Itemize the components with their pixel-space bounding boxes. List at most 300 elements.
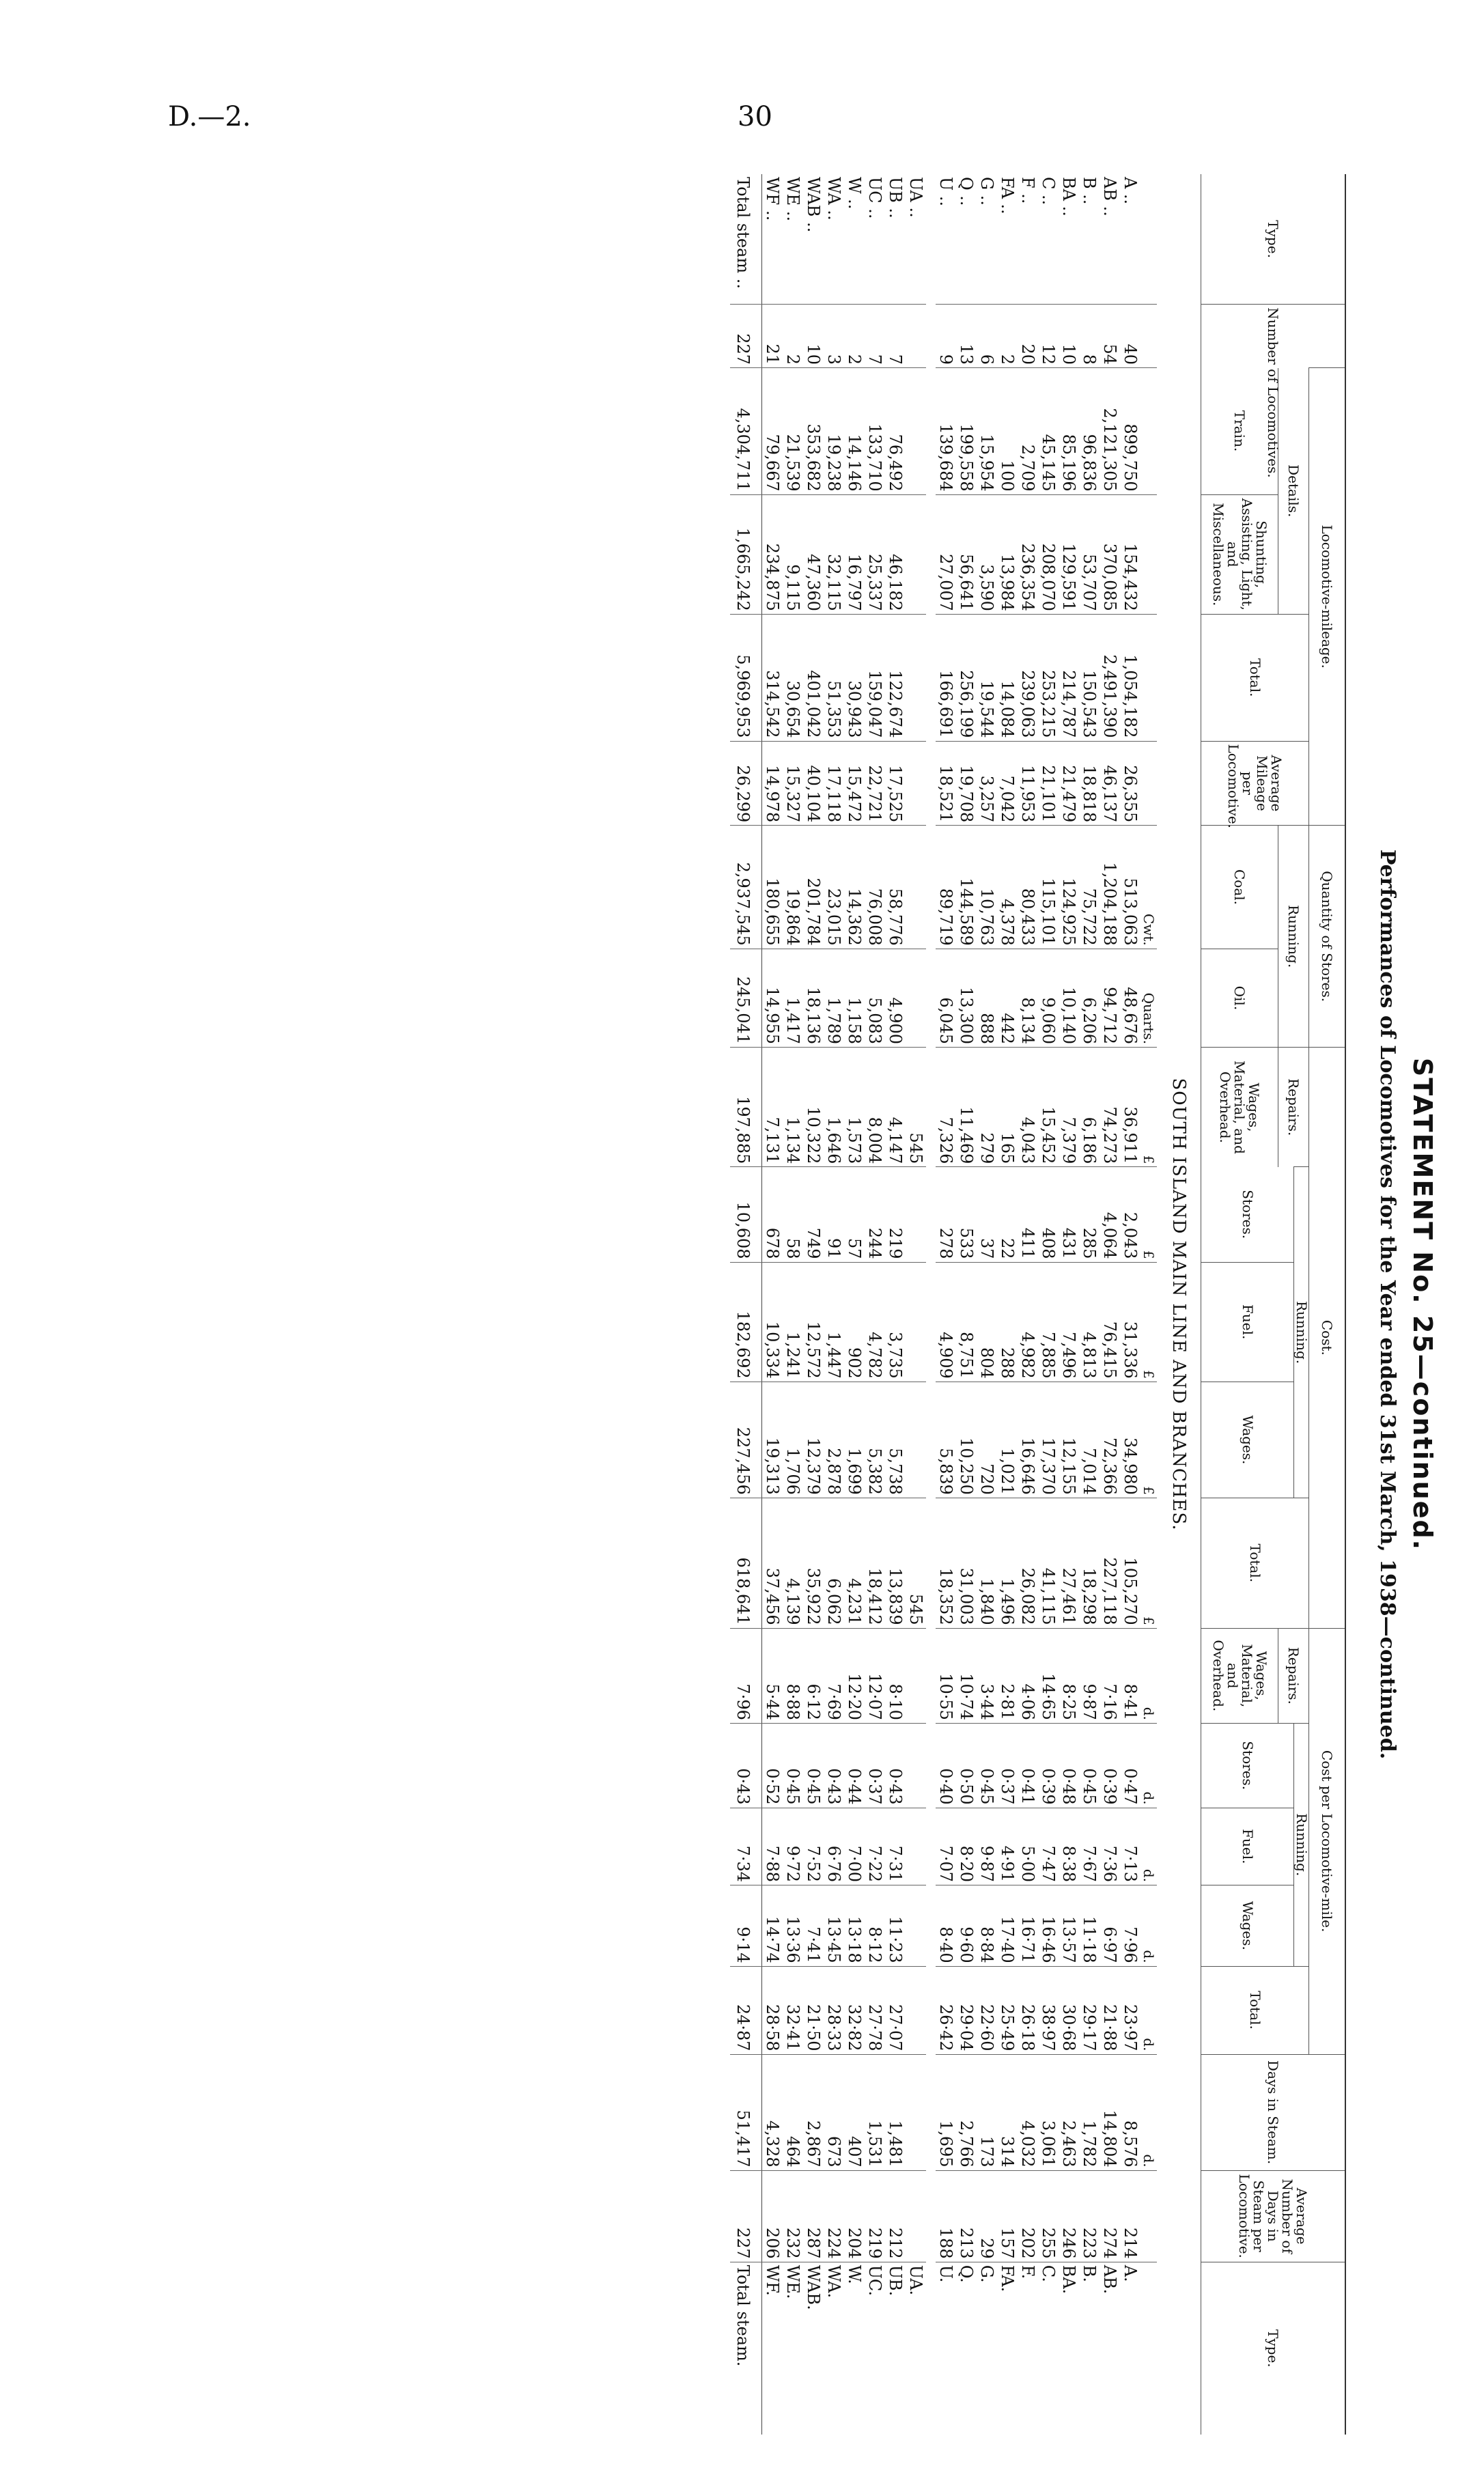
cell: 19,864	[783, 826, 803, 949]
cell: 182,692	[730, 1262, 762, 1382]
table-row	[865, 174, 885, 2435]
cell: 224	[824, 2170, 844, 2262]
cell: 46,182	[885, 494, 906, 614]
cell: 47,360	[803, 494, 824, 614]
header-cpm-wages: Wages.	[1201, 1885, 1294, 1967]
cell: 442	[997, 949, 1018, 1047]
cell: 6,186	[1079, 1048, 1100, 1167]
cell: 3	[824, 305, 844, 368]
statement-subtitle: Performances of Locomotives for the Year ended 31st March, 1938—continued.	[1375, 849, 1399, 1760]
cell: 5,382	[865, 1382, 885, 1498]
cell: Cwt.	[1140, 826, 1157, 949]
cell: 0·43	[730, 1723, 762, 1808]
cell: FA ..	[998, 177, 1017, 214]
cell: 7·07	[936, 1808, 956, 1885]
cell: 12,155	[1059, 1382, 1079, 1498]
cell: 13·18	[844, 1885, 865, 1967]
page-reference: D.—2.	[168, 101, 251, 132]
cell	[906, 1966, 926, 2054]
cell: 7,014	[1079, 1382, 1100, 1498]
cell: 7·47	[1038, 1808, 1059, 1885]
cell: WE ..	[783, 177, 802, 222]
cell: 678	[762, 1167, 783, 1262]
cell: UA.	[906, 2262, 926, 2435]
cell: 8·41	[1120, 1628, 1140, 1723]
cell: 26·42	[936, 1966, 956, 2054]
cell: 25,337	[865, 494, 885, 614]
cell: 8,004	[865, 1048, 885, 1167]
cell: 22,721	[865, 741, 885, 826]
cell: FA.	[997, 2262, 1018, 2435]
cell: 0·45	[783, 1723, 803, 1808]
cell: 0·37	[865, 1723, 885, 1808]
cell: WF.	[762, 2262, 783, 2435]
cell: 89,719	[936, 826, 956, 949]
cell	[906, 614, 926, 741]
cell: 227,456	[730, 1382, 762, 1498]
table-row	[844, 174, 865, 2435]
cell: 353,682	[803, 368, 824, 495]
cell: 6·12	[803, 1628, 824, 1723]
cell: 4,982	[1018, 1262, 1038, 1382]
table-row	[783, 174, 803, 2435]
cell: d.	[1140, 1885, 1157, 1967]
header-number: Number of Locomotives.	[1201, 305, 1346, 368]
header-cost-wages: Wages.	[1201, 1382, 1294, 1498]
cell: 4,231	[844, 1498, 865, 1628]
cell: 7·36	[1100, 1808, 1120, 1885]
cell: UA ..	[906, 177, 925, 218]
cell: 96,836	[1079, 368, 1100, 495]
cell: 31,336	[1120, 1262, 1140, 1382]
cell: 58,776	[885, 826, 906, 949]
cell: UC.	[865, 2262, 885, 2435]
cell: UC ..	[865, 177, 884, 219]
cell: 2,463	[1059, 2054, 1079, 2170]
cell: 197,885	[730, 1048, 762, 1167]
cell: 8·20	[956, 1808, 977, 1885]
cell: 10,763	[977, 826, 997, 949]
cell: 74,273	[1100, 1048, 1120, 1167]
cell: 202	[1018, 2170, 1038, 2262]
cell: 1,531	[865, 2054, 885, 2170]
cell: 9·60	[956, 1885, 977, 1967]
cell	[906, 949, 926, 1047]
cell: 34,980	[1120, 1382, 1140, 1498]
cell: 8·25	[1059, 1628, 1079, 1723]
cell: 10,334	[762, 1262, 783, 1382]
cell: 411	[1018, 1167, 1038, 1262]
cell: 4,043	[1018, 1048, 1038, 1167]
cell: 7·31	[885, 1808, 906, 1885]
cell: 4,147	[885, 1048, 906, 1167]
cell: 288	[997, 1262, 1018, 1382]
header-cost: Cost.	[1309, 1048, 1346, 1629]
cell: 14,804	[1100, 2054, 1120, 2170]
cell: Q.	[956, 2262, 977, 2435]
cell: 19,238	[824, 368, 844, 495]
cell: 1,706	[783, 1382, 803, 1498]
cell: 246	[1059, 2170, 1079, 2262]
cell: 7,379	[1059, 1048, 1079, 1167]
cell: 45,145	[1038, 368, 1059, 495]
cell: G.	[977, 2262, 997, 2435]
cell: 4,900	[885, 949, 906, 1047]
cell: 899,750	[1120, 368, 1140, 495]
cell	[906, 826, 926, 949]
cell: 10,250	[956, 1382, 977, 1498]
cell: 0·52	[762, 1723, 783, 1808]
cell: 1,158	[844, 949, 865, 1047]
cell: 17,525	[885, 741, 906, 826]
cell: 0·43	[824, 1723, 844, 1808]
cell: 53,707	[1079, 494, 1100, 614]
cell: 150,543	[1079, 614, 1100, 741]
cell: 24·87	[730, 1966, 762, 2054]
cell: 7,042	[997, 741, 1018, 826]
cell: 15,472	[844, 741, 865, 826]
cell: 199,558	[956, 368, 977, 495]
cell: 10,322	[803, 1048, 824, 1167]
cell: 14,978	[762, 741, 783, 826]
cell: 75,722	[1079, 826, 1100, 949]
cell: 1,665,242	[730, 494, 762, 614]
cell: 5,083	[865, 949, 885, 1047]
cell: 2	[844, 305, 865, 368]
cell: 7·16	[1100, 1628, 1120, 1723]
cell: £	[1140, 1498, 1157, 1628]
cell: 16·46	[1038, 1885, 1059, 1967]
cell: 48,676	[1120, 949, 1140, 1047]
cell: 3,061	[1038, 2054, 1059, 2170]
cell: 1,573	[844, 1048, 865, 1167]
cell: 26,082	[1018, 1498, 1038, 1628]
cell: 464	[783, 2054, 803, 2170]
cell: 10	[803, 305, 824, 368]
cell: 157	[997, 2170, 1018, 2262]
cell: 4,909	[936, 1262, 956, 1382]
cell: 0·43	[885, 1723, 906, 1808]
cell: 370,085	[1100, 494, 1120, 614]
cell: 408	[1038, 1167, 1059, 1262]
cell: 223	[1079, 2170, 1100, 2262]
cell: W ..	[845, 177, 864, 210]
cell: 10·74	[956, 1628, 977, 1723]
cell: 749	[803, 1167, 824, 1262]
cell: 80,433	[1018, 826, 1038, 949]
cell: 4,782	[865, 1262, 885, 1382]
cell: 1,204,188	[1100, 826, 1120, 949]
cell: 0·39	[1100, 1723, 1120, 1808]
cell: 1,782	[1079, 2054, 1100, 2170]
cell: 6,045	[936, 949, 956, 1047]
cell: 545	[906, 1498, 926, 1628]
cell: 2,766	[956, 2054, 977, 2170]
cell: 58	[783, 1167, 803, 1262]
cell: WA ..	[824, 177, 843, 221]
total-row	[730, 174, 762, 2435]
cell: C ..	[1039, 177, 1058, 206]
cell: 5,839	[936, 1382, 956, 1498]
cell: Total steam.	[730, 2262, 762, 2435]
cell: 7·96	[730, 1628, 762, 1723]
cell: Q ..	[957, 177, 976, 206]
cell: 8·38	[1059, 1808, 1079, 1885]
cell: 9·72	[783, 1808, 803, 1885]
cell: 9·87	[1079, 1628, 1100, 1723]
cell: 17,370	[1038, 1382, 1059, 1498]
cell: 720	[977, 1382, 997, 1498]
cell: 274	[1100, 2170, 1120, 2262]
table-row	[1079, 174, 1100, 2435]
cell: W.	[844, 2262, 865, 2435]
cell: 314,542	[762, 614, 783, 741]
cell: 6·97	[1100, 1885, 1120, 1967]
cell	[1140, 614, 1157, 741]
cell: 14·65	[1038, 1628, 1059, 1723]
cell: 7,326	[936, 1048, 956, 1167]
cell: 4,032	[1018, 2054, 1038, 2170]
cell	[1140, 2262, 1157, 2435]
cell: 21,479	[1059, 741, 1079, 826]
cell: B ..	[1080, 177, 1099, 205]
cell: 6,206	[1079, 949, 1100, 1047]
cell: U ..	[936, 177, 955, 207]
table-row	[762, 174, 783, 2435]
cell: 0·39	[1038, 1723, 1059, 1808]
cell: WF ..	[763, 177, 782, 221]
cell: 72,366	[1100, 1382, 1120, 1498]
cell: 144,589	[956, 826, 977, 949]
header-type: Type.	[1201, 174, 1346, 305]
cell	[1140, 741, 1157, 826]
cell: d.	[1140, 1628, 1157, 1723]
cell: 91	[824, 1167, 844, 1262]
cell: WA.	[824, 2262, 844, 2435]
cell: 4·91	[997, 1808, 1018, 1885]
cell: 204	[844, 2170, 865, 2262]
header-loco-mileage: Locomotive-mileage.	[1309, 368, 1346, 826]
cell: 2,709	[1018, 368, 1038, 495]
cell: 18,136	[803, 949, 824, 1047]
cell: 11,953	[1018, 741, 1038, 826]
cell: 18,521	[936, 741, 956, 826]
cell: 7·22	[865, 1808, 885, 1885]
cell: 2,121,305	[1100, 368, 1120, 495]
cell: 8	[1079, 305, 1100, 368]
cell: 139,684	[936, 368, 956, 495]
cell: 7·67	[1079, 1808, 1100, 1885]
cell: 513,063	[1120, 826, 1140, 949]
cell: 1,447	[824, 1262, 844, 1382]
cell: 213	[956, 2170, 977, 2262]
cell: 29·04	[956, 1966, 977, 2054]
cell: 6·76	[824, 1808, 844, 1885]
cell: 165	[997, 1048, 1018, 1167]
cell: d.	[1140, 2054, 1157, 2170]
cell: 12	[1038, 305, 1059, 368]
header-cost-running: Running.	[1294, 1167, 1309, 1498]
cell: 21,539	[783, 368, 803, 495]
cell: 208,070	[1038, 494, 1059, 614]
cell: 0·45	[1079, 1723, 1100, 1808]
header-days-in-steam: Days in Steam.	[1201, 2054, 1346, 2170]
cell	[1140, 368, 1157, 495]
table-row	[803, 174, 824, 2435]
cell: 2,867	[803, 2054, 824, 2170]
cell	[1140, 174, 1157, 305]
cell: 214,787	[1059, 614, 1079, 741]
cell: 7·96	[1120, 1885, 1140, 1967]
cell: 17·40	[997, 1885, 1018, 1967]
cell: 14,362	[844, 826, 865, 949]
cell: 16,646	[1018, 1382, 1038, 1498]
cell: 18,412	[865, 1498, 885, 1628]
cell: 0·48	[1059, 1723, 1079, 1808]
cell: 51,353	[824, 614, 844, 741]
header-cost-total: Total.	[1201, 1498, 1309, 1628]
cell: 10·55	[936, 1628, 956, 1723]
cell: 51,417	[730, 2054, 762, 2170]
cell: 2,937,545	[730, 826, 762, 949]
cell: 206	[762, 2170, 783, 2262]
cell	[906, 305, 926, 368]
cell: 37,456	[762, 1498, 783, 1628]
cell: B.	[1079, 2262, 1100, 2435]
header-avg-days: Average Number of Days in Steam per Locomotive.	[1201, 2170, 1346, 2262]
header-cost-wages-material: Wages, Material, and Overhead.	[1201, 1048, 1278, 1167]
performance-table	[730, 174, 1346, 2435]
cell: 6,062	[824, 1498, 844, 1628]
cell: WAB ..	[804, 177, 823, 233]
cell: 2,878	[824, 1382, 844, 1498]
cell: 41,115	[1038, 1498, 1059, 1628]
cell: 14,955	[762, 949, 783, 1047]
cell: 94,712	[1100, 949, 1120, 1047]
cell: 285	[1079, 1167, 1100, 1262]
header-cpm-running: Running.	[1294, 1723, 1309, 1966]
table-row	[906, 174, 926, 2435]
cell: 25·49	[997, 1966, 1018, 2054]
cell: 533	[956, 1167, 977, 1262]
cell: 27,461	[1059, 1498, 1079, 1628]
cell: 1,789	[824, 949, 844, 1047]
cell: 4·06	[1018, 1628, 1038, 1723]
table-row	[977, 174, 997, 2435]
cell: 30,943	[844, 614, 865, 741]
cell: 401,042	[803, 614, 824, 741]
header-train: Train.	[1201, 368, 1278, 495]
cell: 76,415	[1100, 1262, 1120, 1382]
cell: 2,043	[1120, 1167, 1140, 1262]
cell: 7	[865, 305, 885, 368]
cell: 173	[977, 2054, 997, 2170]
cell: 154,432	[1120, 494, 1140, 614]
header-cpm-repairs: Repairs.	[1278, 1628, 1309, 1723]
cell: 11·23	[885, 1885, 906, 1967]
cell: 28·33	[824, 1966, 844, 2054]
cell: 27·78	[865, 1966, 885, 2054]
cell: 7,885	[1038, 1262, 1059, 1382]
cell	[906, 1382, 926, 1498]
cell: 256,199	[956, 614, 977, 741]
header-coal: Coal.	[1201, 826, 1278, 949]
cell: 13·57	[1059, 1885, 1079, 1967]
cell: 227	[730, 305, 762, 368]
cell: 1,134	[783, 1048, 803, 1167]
cell: 32,115	[824, 494, 844, 614]
cell: Quarts.	[1140, 949, 1157, 1047]
header-cpm-fuel: Fuel.	[1201, 1808, 1294, 1885]
cell: 29·17	[1079, 1966, 1100, 2054]
cell: 10	[1059, 305, 1079, 368]
cell: 8,751	[956, 1262, 977, 1382]
cell: 18,352	[936, 1498, 956, 1628]
cell: 232	[783, 2170, 803, 2262]
cell: 14,084	[997, 614, 1018, 741]
page-number: 30	[738, 101, 772, 132]
cell: d.	[1140, 1723, 1157, 1808]
cell: 9·87	[977, 1808, 997, 1885]
cell	[906, 1262, 926, 1382]
cell: 1,699	[844, 1382, 865, 1498]
cell: 431	[1059, 1167, 1079, 1262]
cell: 219	[865, 2170, 885, 2262]
cell: 115,101	[1038, 826, 1059, 949]
cell: 1,021	[997, 1382, 1018, 1498]
cell: 21·88	[1100, 1966, 1120, 2054]
cell: 0·45	[803, 1723, 824, 1808]
cell: 245,041	[730, 949, 762, 1047]
cell: 2·81	[997, 1628, 1018, 1723]
cell: 219	[885, 1167, 906, 1262]
cell: WAB.	[803, 2262, 824, 2435]
cell: 0·45	[977, 1723, 997, 1808]
cell: 14·74	[762, 1885, 783, 1967]
header-details: Details.	[1278, 368, 1309, 615]
cell: AB ..	[1100, 177, 1119, 216]
cell: 13·36	[783, 1885, 803, 1967]
cell: 85,196	[1059, 368, 1079, 495]
cell: Total steam ..	[730, 174, 762, 305]
cell: 4,139	[783, 1498, 803, 1628]
header-shunting: Shunting, Assisting, Light, and Miscellaneous.	[1201, 494, 1278, 614]
table-row	[997, 174, 1018, 2435]
cell: 9,060	[1038, 949, 1059, 1047]
cell: 100	[997, 368, 1018, 495]
cell: 35,922	[803, 1498, 824, 1628]
table-row	[936, 174, 956, 2435]
cell	[1140, 305, 1157, 368]
cell: 76,008	[865, 826, 885, 949]
cell: 0·47	[1120, 1723, 1140, 1808]
cell: 3·44	[977, 1628, 997, 1723]
cell: 18,298	[1079, 1498, 1100, 1628]
cell: 1,695	[936, 2054, 956, 2170]
cell: 3,735	[885, 1262, 906, 1382]
cell: 7·69	[824, 1628, 844, 1723]
cell: 12·20	[844, 1628, 865, 1723]
header-cpm-stores: Stores.	[1201, 1723, 1294, 1808]
cell: 10,140	[1059, 949, 1079, 1047]
cell: 129,591	[1059, 494, 1079, 614]
cell: 5,969,953	[730, 614, 762, 741]
cell: 8·40	[936, 1885, 956, 1967]
cell: 5·44	[762, 1628, 783, 1723]
cell: 314	[997, 2054, 1018, 2170]
cell: 9,115	[783, 494, 803, 614]
cell: £	[1140, 1167, 1157, 1262]
